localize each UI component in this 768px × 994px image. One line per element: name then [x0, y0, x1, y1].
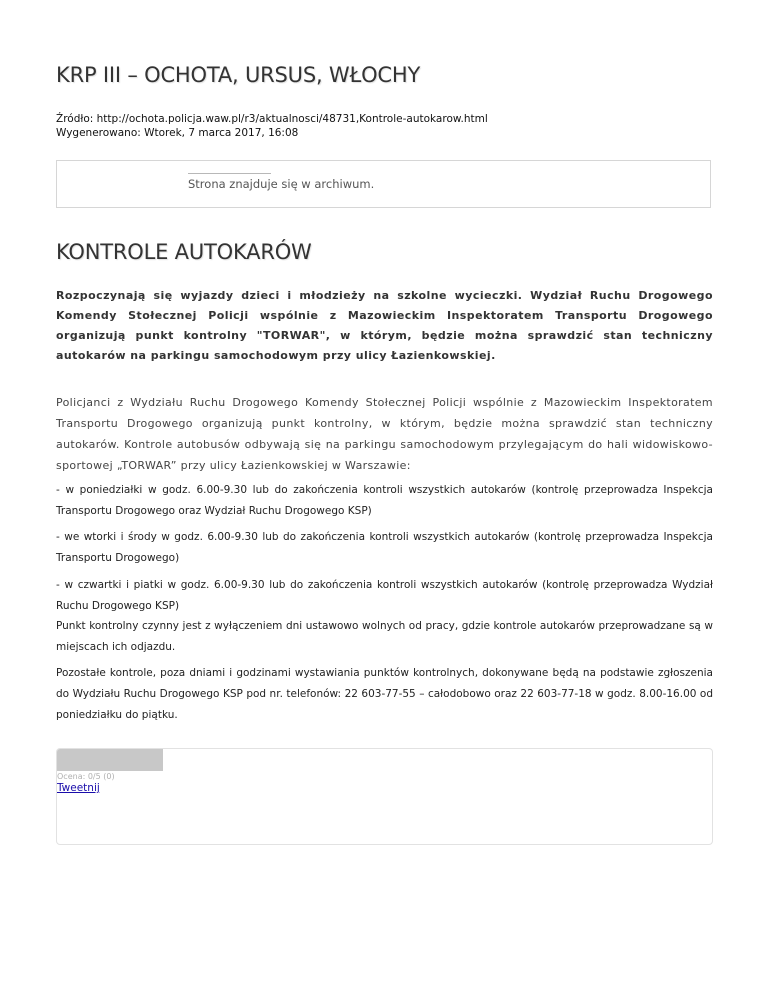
site-title: KRP III – OCHOTA, URSUS, WŁOCHY: [56, 63, 421, 87]
archive-notice-text: Strona znajduje się w archiwum.: [188, 177, 375, 191]
article-title: KONTROLE AUTOKARÓW: [56, 240, 312, 264]
article-lead: Rozpoczynają się wyjazdy dzieci i młodzieży na szkolne wycieczki. Wydział Ruchu Drogowego Komendy Stołecznej Policji wspólnie z Mazowieckim Inspektoratem Transportu Drogowego organizują punkt kontrolny "TORWAR", w którym, będzie można sprawdzić stan techniczny autokarów na parkingu samochodowym przy ulicy Łazienkowskiej.: [56, 289, 713, 362]
generated-date: Wygenerowano: Wtorek, 7 marca 2017, 16:08: [56, 127, 299, 139]
source-url: Źródło: http://ochota.policja.waw.pl/r3/aktualnosci/48731,Kontrole-autokarow.html: [56, 113, 488, 125]
article-paragraph: Pozostałe kontrole, poza dniami i godzinami wystawiania punktów kontrolnych, dokonywane będą na podstawie zgłoszenia do Wydziału Ruchu Drogowego KSP pod nr. telefonów: 22 603-77-55 – całodobowo oraz 22 603-77-18 w godz. 8.00-16.00 od poniedziałku do piątku.: [56, 667, 713, 721]
archive-divider: [188, 173, 271, 174]
archive-notice-box: [56, 160, 711, 208]
article-paragraph: - we wtorki i środy w godz. 6.00-9.30 lub do zakończenia kontroli wszystkich autokarów (kontrolę przeprowadza Inspekcja Transportu Drogowego): [56, 531, 713, 564]
rating-panel: [56, 748, 713, 845]
tweet-link[interactable]: Tweetnij: [57, 782, 100, 794]
page-meta: [56, 112, 488, 140]
article-paragraph: Policjanci z Wydziału Ruchu Drogowego Komendy Stołecznej Policji wspólnie z Mazowieckim Inspektoratem Transportu Drogowego organizują punkt kontrolny, w którym, będzie można sprawdzić stan techniczny autokarów. Kontrole autobusów odbywają się na parkingu samochodowym przylegającym do hali widowiskowo-sportowej „TORWAR” przy ulicy Łazienkowskiej w Warszawie:: [56, 396, 713, 472]
article-paragraph: Punkt kontrolny czynny jest z wyłączeniem dni ustawowo wolnych od pracy, gdzie kontrole autokarów przeprowadzane są w miejscach ich odjazdu.: [56, 620, 713, 653]
article-paragraph: - w czwartki i piatki w godz. 6.00-9.30 lub do zakończenia kontroli wszystkich autokarów (kontrolę przeprowadza Wydział Ruchu Drogowego KSP): [56, 579, 713, 612]
rating-text: Ocena: 0/5 (0): [57, 772, 115, 781]
rating-stars-bar[interactable]: [57, 749, 163, 771]
article-paragraph: - w poniedziałki w godz. 6.00-9.30 lub do zakończenia kontroli wszystkich autokarów (kontrolę przeprowadza Inspekcja Transportu Drogowego oraz Wydział Ruchu Drogowego KSP): [56, 484, 713, 517]
